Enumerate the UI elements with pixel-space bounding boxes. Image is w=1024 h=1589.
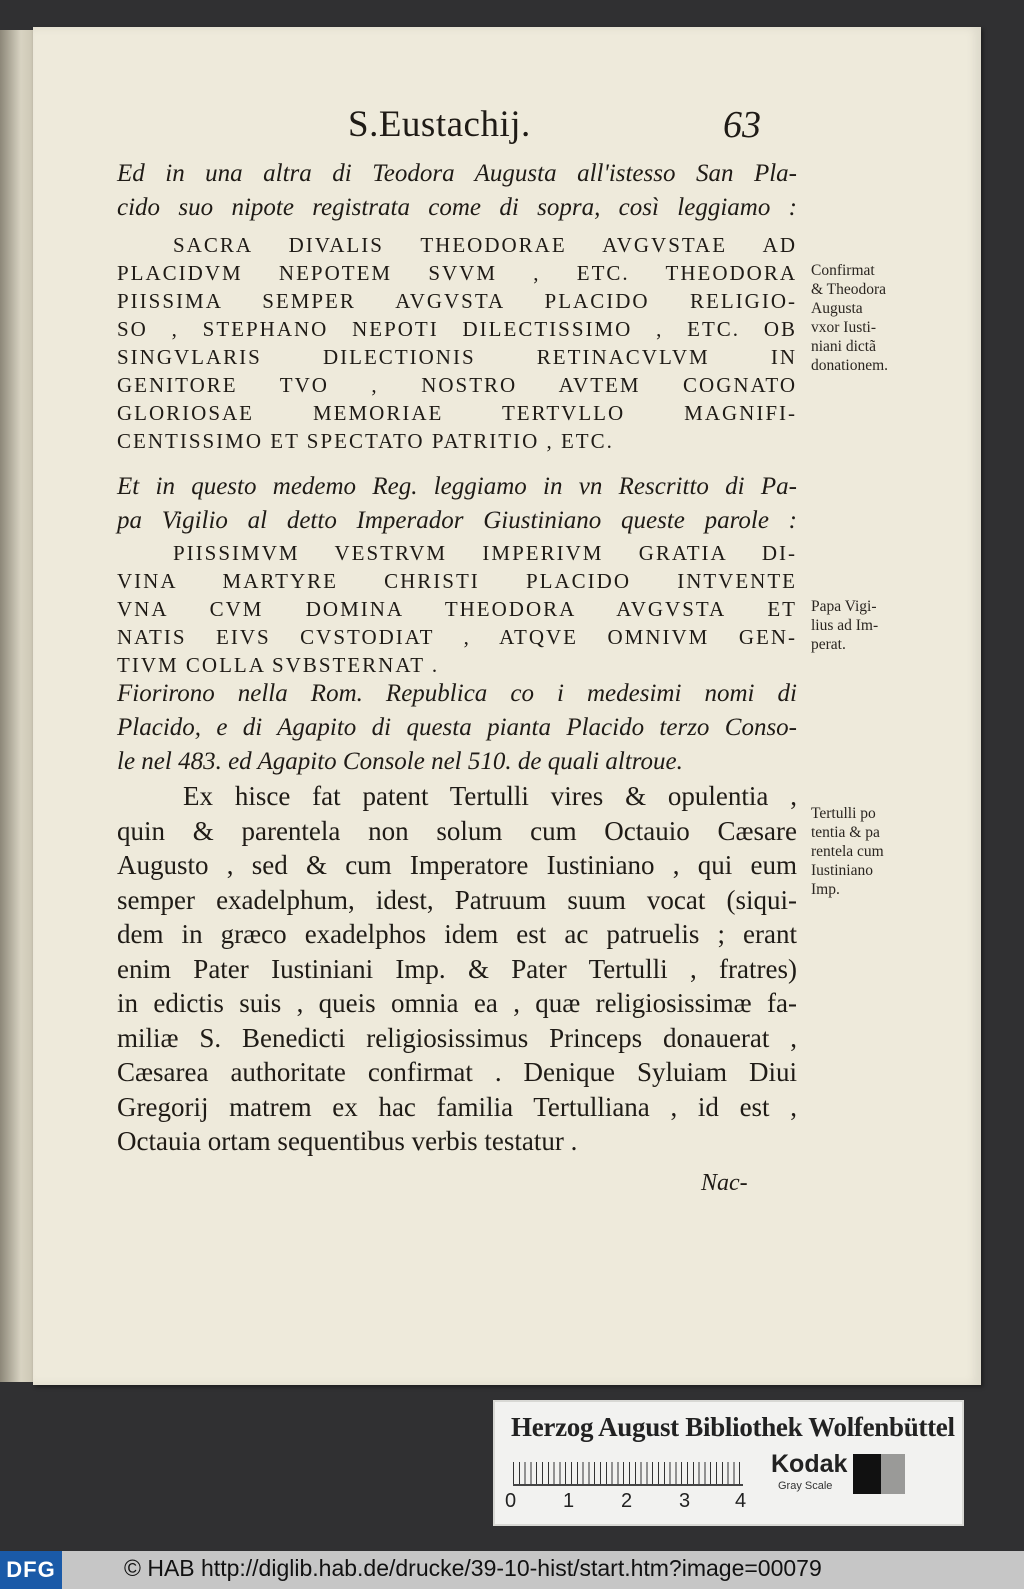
text-line: Placido, e di Agapito di questa pianta Placido terzo Conso- (117, 714, 797, 741)
margin-note-tertulli (811, 804, 929, 899)
text-line: Ex hisce fat patent Tertulli vires & opulentia , (183, 781, 797, 811)
text-line: Fiorirono nella Rom. Republica co i medesimi nomi di (117, 680, 797, 707)
margin-note-confirmat (811, 261, 929, 375)
note-line: & Theodora (811, 281, 887, 298)
text-line: in edictis suis , queis omnia ea , quæ religiosissimæ fa- (117, 988, 797, 1018)
note-line: perat. (811, 636, 846, 653)
text-line: PLACIDVM NEPOTEM SVVM , ETC. THEODORA (117, 261, 797, 285)
note-line: Confirmat (811, 262, 875, 279)
note-line: Papa Vigi- (811, 598, 877, 615)
text-line: PIISSIMVM VESTRVM IMPERIVM GRATIA DI- (173, 541, 797, 565)
text-line: VINA MARTYRE CHRISTI PLACIDO INTVENTE (117, 569, 797, 593)
text-line: enim Pater Iustiniani Imp. & Pater Tertulli , fratres) (117, 953, 797, 984)
gray-patch-mid (881, 1454, 905, 1494)
gray-patch-black (853, 1454, 881, 1494)
note-line: vxor Iusti- (811, 319, 877, 336)
ruler-label: 3 (679, 1490, 691, 1512)
text-line: PIISSIMA SEMPER AVGVSTA PLACIDO RELIGIO- (117, 289, 797, 313)
text-line: quin & parentela non solum cum Octauio Cæsare (117, 815, 797, 846)
text-line: semper exadelphum, idest, Patruum suum vocat (siqui- (117, 884, 797, 915)
catchword: Nac- (701, 1170, 748, 1196)
note-line: rentela cum (811, 843, 884, 860)
running-header: S.Eustachij. (348, 104, 531, 145)
italic-paragraph-3 (117, 677, 797, 779)
note-line: Augusta (811, 300, 863, 317)
text-line: dem in græco exadelphos idem est ac patruelis ; erant (117, 919, 797, 949)
text-line: SINGVLARIS DILECTIONIS RETINACVLVM IN (117, 345, 797, 369)
italic-paragraph-1 (117, 157, 797, 225)
text-line: Octauia ortam sequentibus verbis testatur . (117, 1126, 578, 1156)
ruler-label: 2 (621, 1490, 633, 1512)
text-line: le nel 483. ed Agapito Console nel 510. de quali altroue. (117, 748, 683, 775)
ruler-label: 0 (505, 1490, 517, 1512)
text-line: Et in questo medemo Reg. leggiamo in vn Rescritto di Pa- (117, 473, 797, 500)
latin-paragraph-tertullus (117, 779, 797, 1159)
kodak-brand: Kodak (771, 1450, 848, 1478)
dfg-logo: DFG (0, 1551, 62, 1589)
latin-decree-theodora (117, 231, 797, 455)
italic-paragraph-2 (117, 470, 797, 538)
note-line: Imp. (811, 881, 840, 898)
text-line: Ed in una altra di Teodora Augusta all'istesso San Pla- (117, 160, 797, 187)
text-line: CENTISSIMO ET SPECTATO PATRITIO , ETC. (117, 429, 614, 453)
text-line: VNA CVM DOMINA THEODORA AVGVSTA ET (117, 597, 797, 621)
text-line: pa Vigilio al detto Imperador Giustiniano queste parole : (117, 507, 797, 534)
ruler-label: 1 (563, 1490, 575, 1512)
latin-rescript-vigilius (117, 539, 797, 679)
text-line: SO , STEPHANO NEPOTI DILECTISSIMO , ETC. OB (117, 317, 797, 341)
text-line: GLORIOSAE MEMORIAE TERTVLLO MAGNIFI- (117, 401, 797, 425)
text-line: Augusto , sed & cum Imperatore Iustiniano , qui eum (117, 850, 797, 880)
text-line: TIVM COLLA SVBSTERNAT . (117, 653, 440, 677)
ruler (513, 1450, 743, 1486)
book-page (33, 27, 981, 1385)
text-line: cido suo nipote registrata come di sopra, così leggiamo : (117, 194, 797, 221)
text-line: Cæsarea authoritate confirmat . Denique Syluiam Diui (117, 1057, 797, 1087)
page-number: 63 (723, 104, 761, 146)
margin-note-vigilius (811, 597, 929, 654)
footer-link[interactable]: © HAB http://diglib.hab.de/drucke/39-10-hist/start.htm?image=00079 (124, 1555, 822, 1581)
text-line: GENITORE TVO , NOSTRO AVTEM COGNATO (117, 373, 797, 397)
ruler-label: 4 (735, 1490, 747, 1512)
note-line: niani dictã (811, 338, 876, 355)
gray-scale-label: Gray Scale (778, 1480, 833, 1492)
text-line: SACRA DIVALIS THEODORAE AVGVSTAE AD (173, 233, 797, 257)
text-line: Gregorij matrem ex hac familia Tertulliana , id est , (117, 1091, 797, 1122)
text-line: NATIS EIVS CVSTODIAT , ATQVE OMNIVM GEN- (117, 625, 797, 649)
footer-bar (0, 1551, 1024, 1589)
text-line: miliæ S. Benedicti religiosissimus Princeps donauerat , (117, 1022, 797, 1053)
color-scale-card (493, 1400, 964, 1526)
library-name: Herzog August Bibliothek Wolfenbüttel (511, 1412, 955, 1442)
note-line: donationem. (811, 357, 889, 374)
note-line: tentia & pa (811, 824, 880, 841)
note-line: Iustiniano (811, 862, 873, 879)
note-line: Tertulli po (811, 805, 876, 822)
note-line: lius ad Im- (811, 617, 879, 634)
